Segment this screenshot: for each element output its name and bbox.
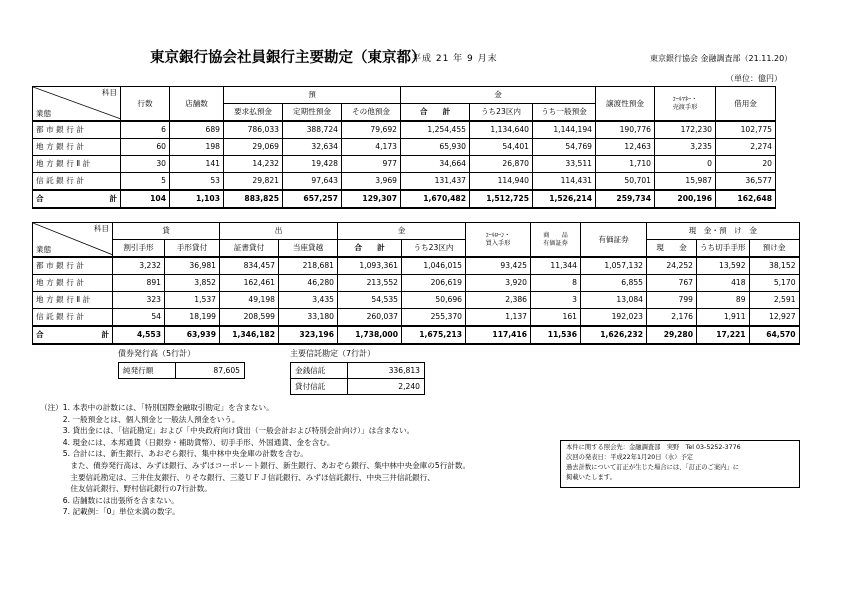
value-cell: 141	[170, 156, 224, 173]
total-value-cell: 129,307	[342, 190, 401, 208]
total-value-cell: 1,512,725	[470, 190, 533, 208]
value-cell: 54,769	[533, 139, 596, 156]
header-general: うち一般預金	[533, 104, 596, 122]
value-cell: 1,537	[165, 292, 220, 309]
value-cell: 834,457	[220, 257, 279, 275]
value-cell: 192,023	[581, 309, 647, 327]
total-value-cell: 104	[121, 190, 170, 208]
total-value-cell: 1,738,000	[338, 326, 402, 344]
value-cell: 891	[113, 275, 165, 292]
value-cell: 323	[113, 292, 165, 309]
total-label-right: 計	[109, 194, 117, 204]
value-cell: 14,232	[224, 156, 283, 173]
total-value-cell: 1,103	[170, 190, 224, 208]
note-line: 6. 店舗数には出張所を含まない。	[40, 495, 179, 505]
value-cell: 20	[716, 156, 776, 173]
header-cash: 現 金	[647, 240, 697, 258]
value-cell: 1,144,194	[533, 121, 596, 139]
value-cell: 3	[531, 292, 581, 309]
value-cell: 38,152	[749, 257, 799, 275]
value-cell: 786,033	[224, 121, 283, 139]
header-deposits-group-2: 金	[401, 87, 596, 104]
value-cell: 3,852	[165, 275, 220, 292]
unit-label: （単位：億円）	[726, 74, 782, 83]
header-overdraft: 当座貸越	[279, 240, 338, 258]
header-total: 合 計	[401, 104, 470, 122]
row-label: 都市銀行計	[33, 121, 121, 139]
header-banks: 行数	[121, 87, 170, 122]
bonds-label: 純発行額	[119, 363, 176, 379]
header-securities: 有価証券	[581, 223, 647, 258]
total-value-cell: 64,570	[749, 326, 799, 344]
loans-row	[33, 309, 800, 327]
value-cell: 3,920	[466, 275, 531, 292]
value-cell: 19,428	[283, 156, 342, 173]
value-cell: 5,170	[749, 275, 799, 292]
total-value-cell: 657,257	[283, 190, 342, 208]
value-cell: 36,577	[716, 173, 776, 191]
notes	[40, 402, 470, 518]
total-value-cell: 1,670,482	[401, 190, 470, 208]
value-cell: 1,134,640	[470, 121, 533, 139]
value-cell: 15,987	[655, 173, 716, 191]
value-cell: 2,591	[749, 292, 799, 309]
total-value-cell: 17,221	[697, 326, 750, 344]
total-label-left: 合	[36, 330, 44, 340]
contact-line: 掲載いたします。	[566, 474, 616, 481]
header-deposits-group-1: 預	[224, 87, 401, 104]
loans-header-row-2	[33, 240, 800, 258]
total-label-left: 合	[36, 194, 44, 204]
total-value-cell: 883,825	[224, 190, 283, 208]
total-value-cell: 259,734	[596, 190, 655, 208]
corner-business-label: 業態	[36, 245, 52, 255]
value-cell: 206,619	[402, 275, 466, 292]
corner-subject-label: 科目	[101, 88, 117, 97]
trust-label: 貸付信託	[291, 379, 348, 395]
header-callloan: ｺｰﾙﾛｰﾝ・ 買入手形	[466, 223, 531, 258]
header-trading: 商 品 有価証券	[531, 223, 581, 258]
value-cell: 2,386	[466, 292, 531, 309]
value-cell: 418	[697, 275, 750, 292]
value-cell: 29,821	[224, 173, 283, 191]
value-cell: 161	[531, 309, 581, 327]
value-cell: 255,370	[402, 309, 466, 327]
loans-header-row-1	[33, 223, 800, 240]
issuer-label: 東京銀行協会 金融調査部（21.11.20）	[650, 54, 793, 63]
total-value-cell: 200,196	[655, 190, 716, 208]
contact-line: 次回の発表日：平成22年1月20日（水）予定	[566, 454, 694, 461]
note-line: 4. 現金には、本邦通貨（日銀券・補助貨幣）、切手手形、外国通貨、金を含む。	[40, 437, 335, 447]
total-value-cell: 1,626,232	[581, 326, 647, 344]
value-cell: 1,911	[697, 309, 750, 327]
loans-table	[32, 222, 800, 345]
value-cell: 13,592	[697, 257, 750, 275]
header-ncd: 譲渡性預金	[596, 87, 655, 122]
note-line: 主要信託勘定は、三井住友銀行、りそな銀行、三菱ＵＦＪ信託銀行、みずほ信託銀行、中央三井信託銀行、	[40, 472, 435, 482]
deposits-row	[33, 139, 776, 156]
value-cell: 977	[342, 156, 401, 173]
note-line: 2. 一般預金とは、個人預金と一般法人預金をいう。	[40, 414, 240, 424]
bonds-value: 87,605	[176, 363, 245, 379]
header-demand: 要求払預金	[224, 104, 283, 122]
value-cell: 689	[170, 121, 224, 139]
value-cell: 33,180	[279, 309, 338, 327]
header-loans-group-1: 貸	[113, 223, 220, 240]
value-cell: 32,634	[283, 139, 342, 156]
value-cell: 46,280	[279, 275, 338, 292]
corner-business-label: 業態	[36, 109, 52, 119]
trust-label: 金銭信託	[291, 363, 348, 379]
total-value-cell: 117,416	[466, 326, 531, 344]
value-cell: 3,969	[342, 173, 401, 191]
header-loan-bills: 手形貸付	[165, 240, 220, 258]
row-label: 信託銀行計	[33, 309, 113, 327]
bonds-row	[119, 363, 245, 379]
note-line: また、債券発行高は、みずほ銀行、みずほコーポレート銀行、新生銀行、あおぞら銀行、集中林中央金庫の5行計数。	[40, 460, 471, 470]
total-value-cell: 29,280	[647, 326, 697, 344]
row-label: 地方銀行計	[33, 139, 121, 156]
value-cell: 54,535	[338, 292, 402, 309]
loans-total-row	[33, 326, 800, 344]
deposits-row	[33, 173, 776, 191]
value-cell: 3,235	[655, 139, 716, 156]
deposits-row	[33, 156, 776, 173]
value-cell: 114,940	[470, 173, 533, 191]
deposits-table	[32, 86, 776, 209]
bonds-title: 債券発行高（5行計）	[118, 349, 196, 358]
contact-line: 本件に関する照会先：金融調査部 実野 Tel 03-5252-3776	[566, 444, 741, 451]
value-cell: 60	[121, 139, 170, 156]
trust-row	[291, 363, 425, 379]
value-cell: 50,696	[402, 292, 466, 309]
value-cell: 213,552	[338, 275, 402, 292]
value-cell: 65,930	[401, 139, 470, 156]
total-label	[33, 190, 121, 208]
loans-row	[33, 292, 800, 309]
value-cell: 1,137	[466, 309, 531, 327]
header-branches: 店舗数	[170, 87, 224, 122]
value-cell: 18,199	[165, 309, 220, 327]
header-callmoney: ｺｰﾙﾏﾈｰ・ 売渡手形	[655, 87, 716, 122]
note-line: 住友信託銀行、野村信託銀行の7行計数。	[40, 484, 212, 494]
value-cell: 767	[647, 275, 697, 292]
header-loan-deeds: 証書貸付	[220, 240, 279, 258]
deposits-corner-cell	[33, 87, 121, 122]
value-cell: 79,692	[342, 121, 401, 139]
total-value-cell: 323,196	[279, 326, 338, 344]
value-cell: 36,981	[165, 257, 220, 275]
value-cell: 0	[655, 156, 716, 173]
trust-table	[290, 362, 425, 395]
value-cell: 89	[697, 292, 750, 309]
value-cell: 388,724	[283, 121, 342, 139]
value-cell: 1,057,132	[581, 257, 647, 275]
value-cell: 12,927	[749, 309, 799, 327]
value-cell: 49,198	[220, 292, 279, 309]
value-cell: 162,461	[220, 275, 279, 292]
corner-subject-label: 科目	[93, 224, 109, 233]
value-cell: 131,437	[401, 173, 470, 191]
value-cell: 1,254,455	[401, 121, 470, 139]
value-cell: 114,431	[533, 173, 596, 191]
value-cell: 11,344	[531, 257, 581, 275]
value-cell: 172,230	[655, 121, 716, 139]
note-line: 5. 合計には、新生銀行、あおぞら銀行、集中林中央金庫の計数を含む。	[40, 449, 308, 459]
value-cell: 1,710	[596, 156, 655, 173]
header-cash-group: 現 金・預 け 金	[647, 223, 800, 240]
value-cell: 97,643	[283, 173, 342, 191]
row-label: 地方銀行Ⅱ計	[33, 292, 113, 309]
contact-line: 過去計数について訂正が生じた場合には、「訂正のご案内」に	[566, 464, 740, 471]
value-cell: 3,435	[279, 292, 338, 309]
value-cell: 208,599	[220, 309, 279, 327]
value-cell: 93,425	[466, 257, 531, 275]
header-total: 合 計	[338, 240, 402, 258]
value-cell: 34,664	[401, 156, 470, 173]
row-label: 信託銀行計	[33, 173, 121, 191]
trust-title: 主要信託勘定（7行計）	[290, 349, 376, 358]
loans-body	[33, 257, 800, 344]
value-cell: 260,037	[338, 309, 402, 327]
deposits-row	[33, 121, 776, 139]
value-cell: 3,232	[113, 257, 165, 275]
value-cell: 33,511	[533, 156, 596, 173]
row-label: 地方銀行Ⅱ計	[33, 156, 121, 173]
header-loans-group-2: 出	[220, 223, 338, 240]
total-label	[33, 326, 113, 344]
page-title: 東京銀行協会社員銀行主要勘定（東京都）	[150, 50, 426, 66]
report-date: 平成 21 年 9 月末	[412, 54, 498, 64]
row-label: 地方銀行計	[33, 275, 113, 292]
value-cell: 2,274	[716, 139, 776, 156]
total-value-cell: 162,648	[716, 190, 776, 208]
value-cell: 4,173	[342, 139, 401, 156]
value-cell: 54	[113, 309, 165, 327]
deposits-header-row-1	[33, 87, 776, 104]
total-value-cell: 63,939	[165, 326, 220, 344]
total-value-cell: 11,536	[531, 326, 581, 344]
value-cell: 8	[531, 275, 581, 292]
value-cell: 198	[170, 139, 224, 156]
trust-value: 2,240	[348, 379, 425, 395]
value-cell: 2,176	[647, 309, 697, 327]
row-label: 都市銀行計	[33, 257, 113, 275]
trust-row	[291, 379, 425, 395]
header-time: 定期性預金	[283, 104, 342, 122]
value-cell: 50,701	[596, 173, 655, 191]
trust-value: 336,813	[348, 363, 425, 379]
value-cell: 6,855	[581, 275, 647, 292]
note-line: 3. 貸出金には、「信託勘定」および「中央政府向け貸出（一般会計および特別会計向け）」は含まない。	[40, 426, 415, 436]
value-cell: 26,870	[470, 156, 533, 173]
loans-row	[33, 275, 800, 292]
header-loans-group-3: 金	[338, 223, 466, 240]
header-borrowed: 借用金	[716, 87, 776, 122]
value-cell: 30	[121, 156, 170, 173]
total-value-cell: 1,675,213	[402, 326, 466, 344]
deposits-body	[33, 121, 776, 208]
contact-box	[560, 440, 800, 488]
bonds-table	[118, 362, 245, 379]
value-cell: 13,084	[581, 292, 647, 309]
header-discount: 割引手形	[113, 240, 165, 258]
header-other: その他預金	[342, 104, 401, 122]
value-cell: 54,401	[470, 139, 533, 156]
deposits-total-row	[33, 190, 776, 208]
note-line: 7. 記載例：「0」単位未満の数字。	[40, 507, 180, 517]
value-cell: 29,069	[224, 139, 283, 156]
value-cell: 102,775	[716, 121, 776, 139]
total-value-cell: 1,346,182	[220, 326, 279, 344]
total-label-right: 計	[101, 330, 109, 340]
note-line: （注）1. 本表中の計数には、「特別国際金融取引勘定」を含まない。	[40, 403, 274, 412]
header-tokyo23: うち23区内	[470, 104, 533, 122]
value-cell: 5	[121, 173, 170, 191]
value-cell: 6	[121, 121, 170, 139]
value-cell: 190,776	[596, 121, 655, 139]
header-checks: うち切手手形	[697, 240, 750, 258]
loans-corner-cell	[33, 223, 113, 258]
value-cell: 24,252	[647, 257, 697, 275]
total-value-cell: 1,526,214	[533, 190, 596, 208]
loans-row	[33, 257, 800, 275]
value-cell: 1,046,015	[402, 257, 466, 275]
header-due: 預け金	[749, 240, 799, 258]
total-value-cell: 4,553	[113, 326, 165, 344]
header-tokyo23: うち23区内	[402, 240, 466, 258]
value-cell: 53	[170, 173, 224, 191]
value-cell: 12,463	[596, 139, 655, 156]
value-cell: 218,681	[279, 257, 338, 275]
value-cell: 1,093,361	[338, 257, 402, 275]
value-cell: 799	[647, 292, 697, 309]
